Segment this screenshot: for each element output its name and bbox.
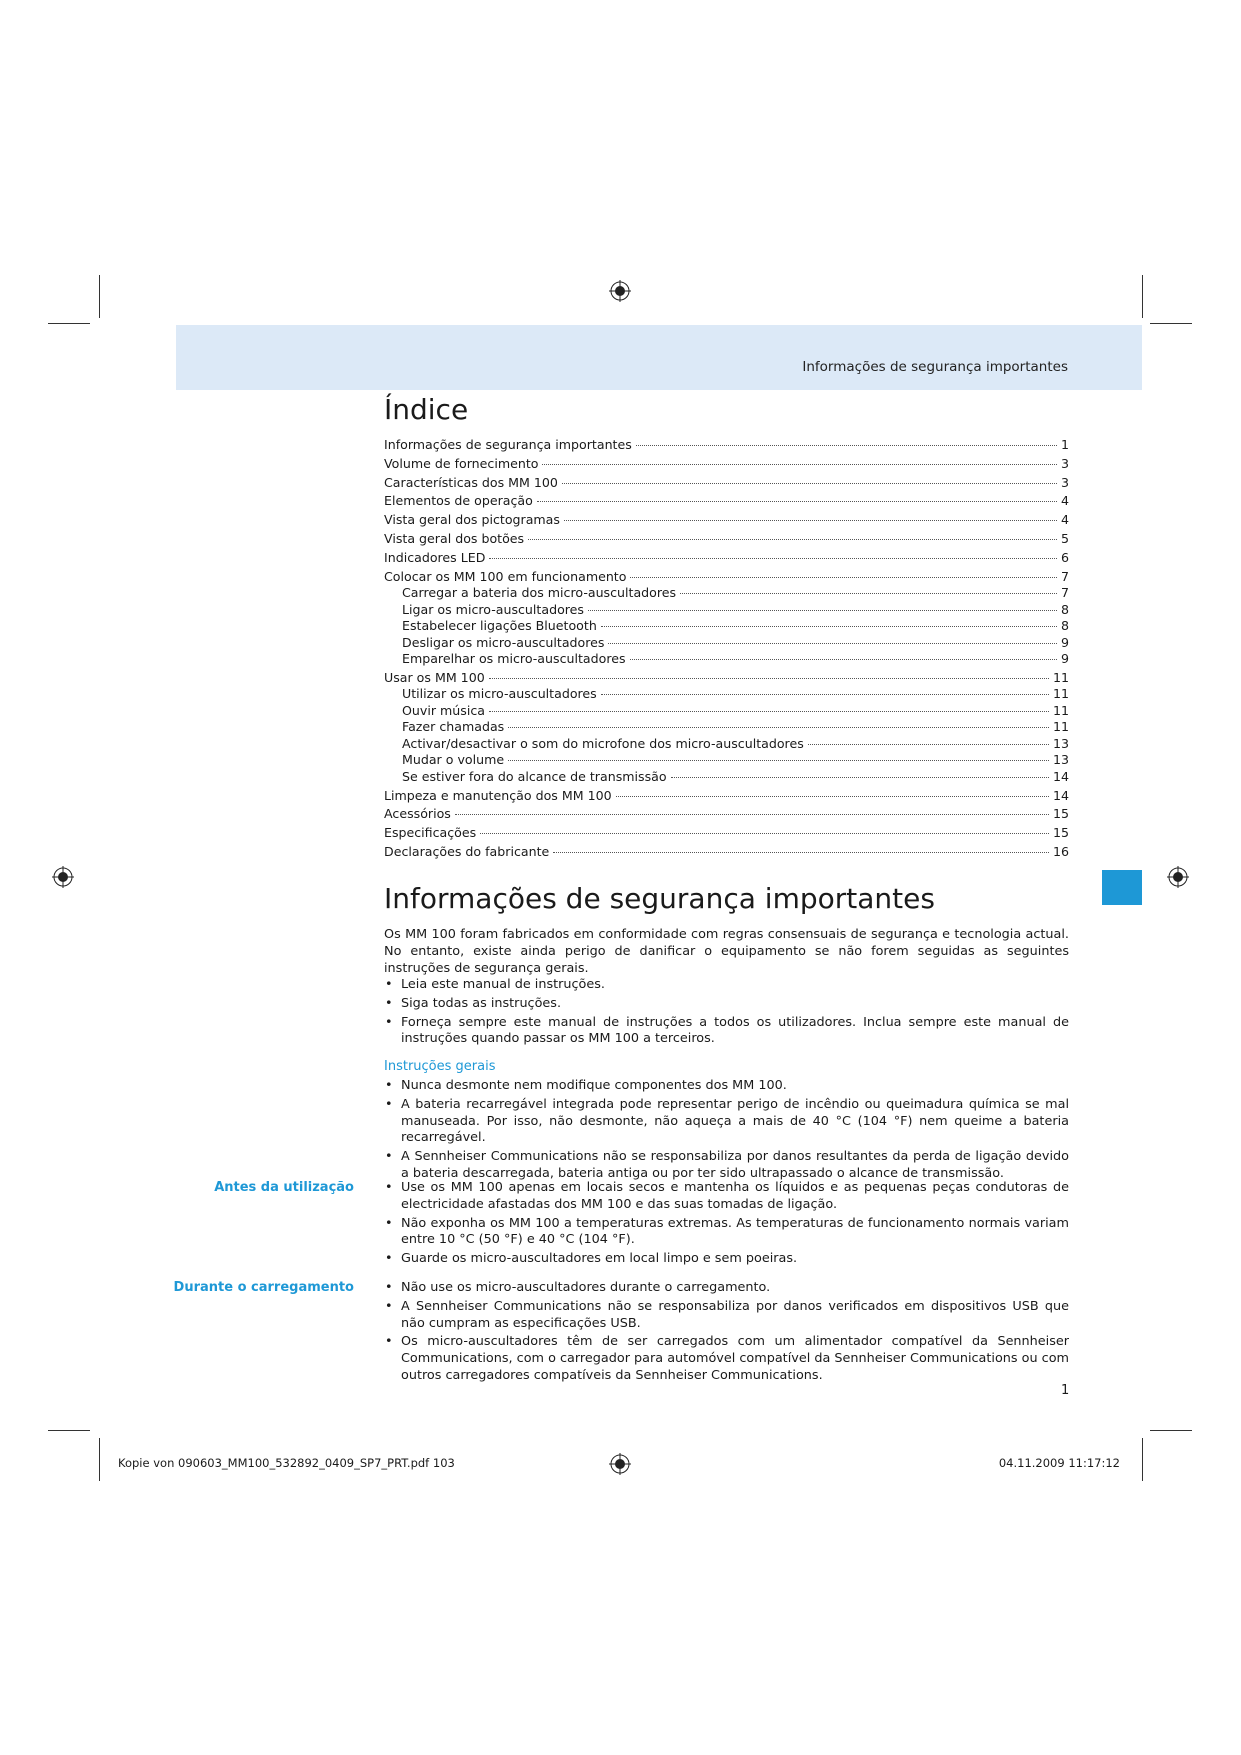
list-item: • Não exponha os MM 100 a temperaturas extremas. As temperaturas de funcionamento normais variam entre 10 °C (50 °F) e 40 °C (104 °F).: [384, 1216, 1069, 1250]
list-item: • Siga todas as instruções.: [384, 996, 1069, 1013]
toc-entry[interactable]: [384, 550, 1069, 567]
general-instructions-heading: Instruções gerais: [384, 1059, 496, 1074]
toc-entry-label: Vista geral dos pictogramas: [384, 512, 560, 528]
toc-entry[interactable]: [384, 651, 1069, 668]
crop-mark: [1150, 323, 1192, 324]
list-item: • A Sennheiser Communications não se responsabiliza por danos verificados em dispositivos USB que não cumpram as especificações USB.: [384, 1299, 1069, 1333]
toc-entry-page: 9: [1060, 651, 1069, 667]
list-item: • A Sennheiser Communications não se responsabiliza por danos resultantes da perda de ligação devido a bateria descarregada, bateria antiga ou por ter sido ultrapassado o alcance de transmissão.: [384, 1149, 1069, 1183]
toc-entry-page: 8: [1060, 601, 1069, 617]
toc-entry[interactable]: [384, 602, 1069, 619]
toc-leader-dots: [508, 760, 1049, 761]
toc-entry-label: Utilizar os micro-auscultadores: [402, 686, 597, 702]
toc-entry-label: Vista geral dos botões: [384, 530, 525, 546]
toc-entry[interactable]: [384, 686, 1069, 703]
toc-entry[interactable]: [384, 569, 1069, 586]
toc-entry-label: Colocar os MM 100 em funcionamento: [384, 568, 627, 584]
registration-mark-icon: [1167, 866, 1189, 888]
footer-file-info: Kopie von 090603_MM100_532892_0409_SP7_PRT.pdf 103: [118, 1456, 455, 1470]
toc-entry-page: 4: [1060, 512, 1069, 528]
toc-entry-page: 1: [1060, 437, 1069, 452]
toc-entry-label: Características dos MM 100: [384, 474, 558, 490]
toc-entry-label: Indicadores LED: [384, 549, 486, 565]
toc-entry[interactable]: [384, 719, 1069, 736]
charging-bullet-list: [384, 1280, 1069, 1387]
toc-entry-page: 7: [1060, 585, 1069, 601]
toc-entry-page: 6: [1060, 549, 1069, 565]
toc-entry[interactable]: [384, 635, 1069, 652]
toc-leader-dots: [671, 777, 1049, 778]
toc-entry-page: 9: [1060, 634, 1069, 650]
toc-entry[interactable]: [384, 806, 1069, 823]
toc-entry[interactable]: [384, 670, 1069, 687]
toc-entry-label: Volume de fornecimento: [384, 455, 539, 471]
toc-leader-dots: [489, 558, 1057, 559]
toc-entry-page: 15: [1052, 825, 1069, 841]
toc-entry-page: 11: [1052, 702, 1069, 718]
list-item: • A bateria recarregável integrada pode representar perigo de incêndio ou queimadura química se mal manuseada. Por isso, não desmonte, não aqueça a mais de 40 °C (104 °F) nem queime a bateria recarregável.: [384, 1097, 1069, 1147]
toc-entry[interactable]: [384, 769, 1069, 786]
toc-entry[interactable]: [384, 825, 1069, 842]
toc-entry[interactable]: [384, 456, 1069, 473]
toc-entry-label: Declarações do fabricante: [384, 844, 550, 860]
list-item: • Guarde os micro-auscultadores em local limpo e sem poeiras.: [384, 1251, 1069, 1268]
toc-entry-label: Ligar os micro-auscultadores: [402, 601, 584, 617]
crop-mark: [99, 1438, 100, 1481]
toc-entry[interactable]: [384, 512, 1069, 529]
toc-entry-page: 11: [1052, 719, 1069, 735]
toc-leader-dots: [680, 593, 1057, 594]
section-tab: [1102, 870, 1142, 905]
toc-entry-page: 11: [1052, 669, 1069, 685]
page-number: 1: [1061, 1383, 1070, 1398]
toc-entry[interactable]: [384, 475, 1069, 492]
toc-entry[interactable]: [384, 752, 1069, 769]
toc-entry-label: Mudar o volume: [402, 752, 505, 768]
registration-mark-icon: [609, 1453, 631, 1475]
toc-entry-page: 11: [1052, 686, 1069, 702]
crop-mark: [1142, 275, 1143, 318]
toc-leader-dots: [636, 445, 1057, 446]
toc-entry-label: Desligar os micro-auscultadores: [402, 634, 605, 650]
toc-leader-dots: [542, 464, 1057, 465]
toc-entry-label: Acessórios: [384, 806, 451, 822]
list-item: • Forneça sempre este manual de instruções a todos os utilizadores. Inclua sempre este manual de instruções quando passar os MM 100 a terceiros.: [384, 1015, 1069, 1049]
running-header: Informações de segurança importantes: [802, 359, 1068, 375]
toc-entry[interactable]: [384, 493, 1069, 510]
toc-entry-page: 14: [1052, 768, 1069, 784]
crop-mark: [99, 275, 100, 318]
toc-entry-label: Informações de segurança importantes: [384, 437, 632, 452]
header-band: [176, 325, 1142, 390]
toc-entry-page: 3: [1060, 474, 1069, 490]
toc-entry[interactable]: [384, 618, 1069, 635]
list-item: • Use os MM 100 apenas em locais secos e mantenha os líquidos e as pequenas peças condutoras de electricidade afastadas dos MM 100 e das suas tomadas de ligação.: [384, 1180, 1069, 1214]
table-of-contents: [384, 437, 1069, 861]
toc-leader-dots: [601, 694, 1049, 695]
safety-intro: Os MM 100 foram fabricados em conformidade com regras consensuais de segurança e tecnologia actual. No entanto, existe ainda perigo de danificar o equipamento se não forem seguidas as seguintes instruções de segurança gerais.: [384, 927, 1069, 976]
crop-mark: [48, 1430, 90, 1431]
footer-timestamp: 04.11.2009 11:17:12: [998, 1456, 1120, 1470]
toc-title: Índice: [384, 393, 469, 426]
toc-leader-dots: [537, 501, 1057, 502]
registration-mark-icon: [52, 866, 74, 888]
toc-entry[interactable]: [384, 437, 1069, 454]
toc-entry-label: Activar/desactivar o som do microfone dos micro-auscultadores: [402, 735, 804, 751]
charging-label: Durante o carregamento: [173, 1280, 354, 1295]
toc-entry-label: Emparelhar os micro-auscultadores: [402, 651, 626, 667]
toc-leader-dots: [553, 852, 1049, 853]
toc-entry-label: Ouvir música: [402, 702, 485, 718]
toc-entry-page: 5: [1060, 530, 1069, 546]
toc-entry-page: 16: [1052, 844, 1069, 860]
toc-leader-dots: [608, 643, 1057, 644]
intro-bullet-list: [384, 977, 1069, 1050]
toc-leader-dots: [630, 577, 1057, 578]
list-item: • Os micro-auscultadores têm de ser carregados com um alimentador compatível da Sennheiser Communications, com o carregador para automóvel compatível da Sennheiser Communications ou com outros carregadores compatíveis da Sennheiser Communications.: [384, 1334, 1069, 1384]
general-bullet-list: [384, 1078, 1069, 1185]
list-item: • Não use os micro-auscultadores durante o carregamento.: [384, 1280, 1069, 1297]
toc-entry[interactable]: [384, 736, 1069, 753]
safety-title: Informações de segurança importantes: [384, 882, 935, 915]
toc-entry[interactable]: [384, 531, 1069, 548]
crop-mark: [1150, 1430, 1192, 1431]
toc-entry-page: 7: [1060, 568, 1069, 584]
toc-leader-dots: [480, 833, 1049, 834]
toc-entry-label: Estabelecer ligações Bluetooth: [402, 618, 597, 634]
toc-entry-label: Fazer chamadas: [402, 719, 505, 735]
toc-leader-dots: [489, 678, 1049, 679]
toc-leader-dots: [528, 539, 1057, 540]
toc-entry-label: Se estiver fora do alcance de transmissão: [402, 768, 667, 784]
toc-entry-page: 4: [1060, 493, 1069, 509]
toc-entry-page: 3: [1060, 455, 1069, 471]
before-use-bullet-list: [384, 1180, 1069, 1270]
toc-entry[interactable]: [384, 788, 1069, 805]
toc-entry[interactable]: [384, 844, 1069, 861]
crop-mark: [1142, 1438, 1143, 1481]
toc-entry[interactable]: [384, 585, 1069, 602]
toc-leader-dots: [564, 520, 1057, 521]
toc-leader-dots: [588, 610, 1057, 611]
toc-leader-dots: [455, 814, 1049, 815]
toc-leader-dots: [508, 727, 1049, 728]
toc-leader-dots: [562, 483, 1057, 484]
list-item: • Leia este manual de instruções.: [384, 977, 1069, 994]
toc-entry-label: Usar os MM 100: [384, 669, 485, 685]
toc-leader-dots: [630, 659, 1057, 660]
toc-leader-dots: [808, 744, 1049, 745]
toc-entry-page: 14: [1052, 787, 1069, 803]
toc-entry-label: Limpeza e manutenção dos MM 100: [384, 787, 612, 803]
toc-entry-page: 13: [1052, 752, 1069, 768]
registration-mark-icon: [609, 280, 631, 302]
toc-leader-dots: [616, 796, 1049, 797]
before-use-label: Antes da utilização: [214, 1180, 354, 1195]
toc-entry-label: Carregar a bateria dos micro-auscultadores: [402, 585, 677, 601]
toc-entry-label: Especificações: [384, 825, 477, 841]
crop-mark: [48, 323, 90, 324]
toc-entry[interactable]: [384, 703, 1069, 720]
toc-entry-page: 13: [1052, 735, 1069, 751]
toc-entry-label: Elementos de operação: [384, 493, 533, 509]
toc-leader-dots: [489, 711, 1049, 712]
toc-leader-dots: [601, 626, 1057, 627]
list-item: • Nunca desmonte nem modifique componentes dos MM 100.: [384, 1078, 1069, 1095]
toc-entry-page: 15: [1052, 806, 1069, 822]
toc-entry-page: 8: [1060, 618, 1069, 634]
